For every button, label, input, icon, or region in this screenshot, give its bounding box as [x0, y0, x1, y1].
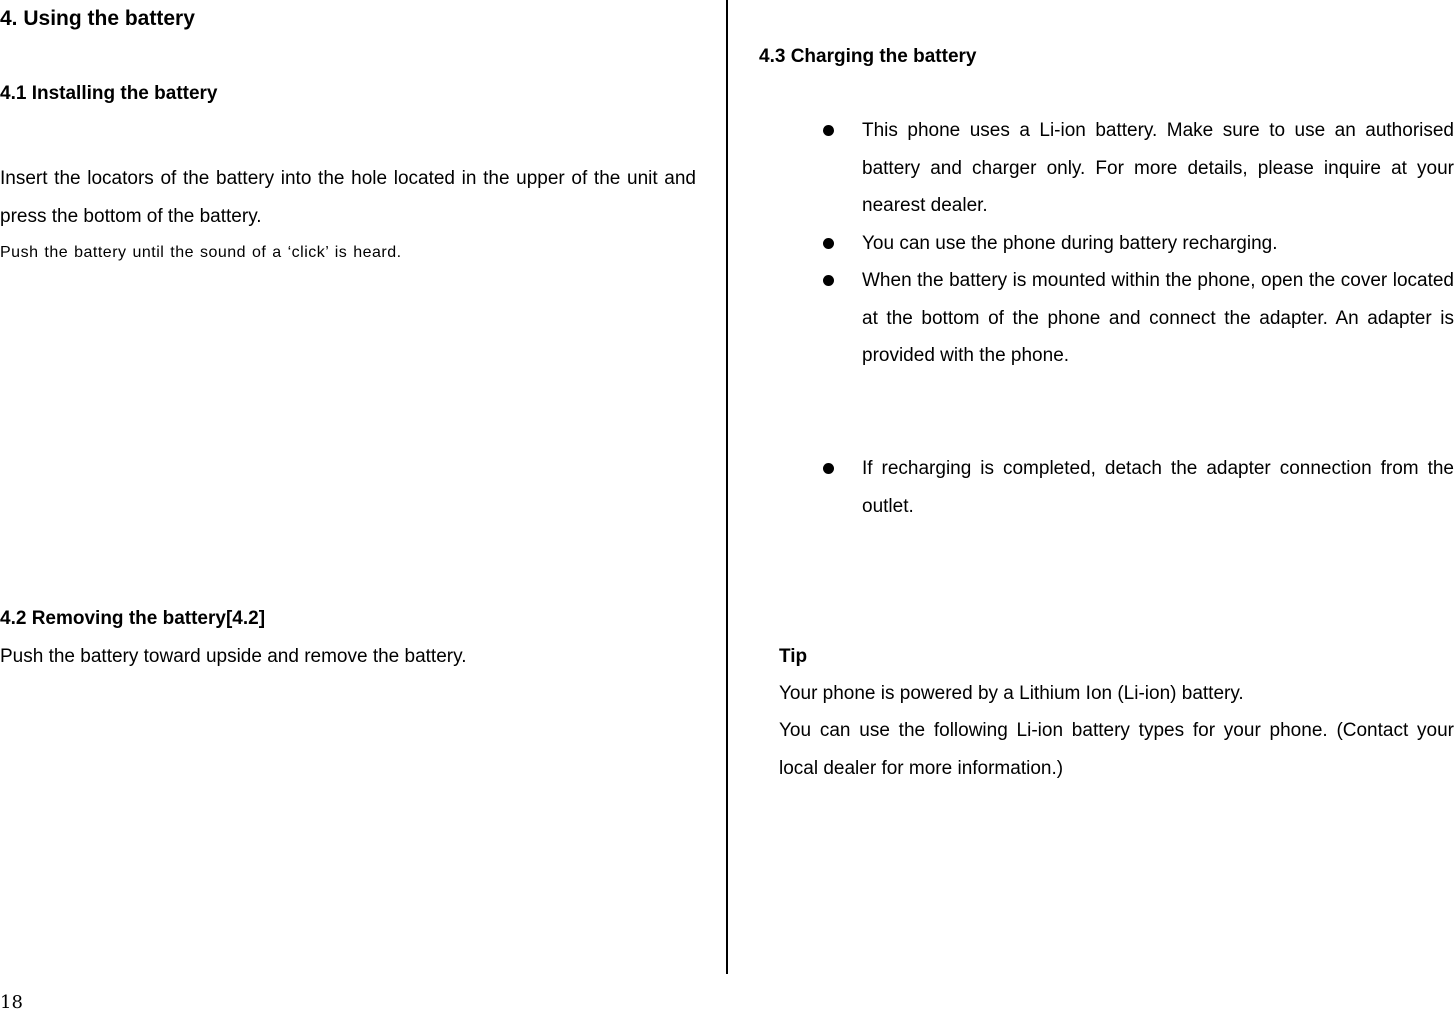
list-item [820, 112, 1454, 225]
list-item-text: If recharging is completed, detach the adapter connection from the outlet. [862, 458, 1454, 517]
column-divider [726, 0, 728, 974]
removing-paragraph: Push the battery toward upside and remove the battery. [0, 646, 467, 667]
list-item-text: When the battery is mounted within the phone, open the cover located at the bottom of the phone and connect the adapter. An adapter is provided with the phone. [862, 270, 1454, 366]
list-item-text: You can use the phone during battery recharging. [862, 232, 1278, 254]
list-item [820, 450, 1454, 525]
list-item [820, 262, 1454, 375]
tip-title: Tip [779, 646, 808, 667]
bullet-icon [823, 275, 834, 286]
list-item-text: This phone uses a Li-ion battery. Make sure to use an authorised battery and charger only. For more details, please inquire at your nearest dealer. [862, 120, 1454, 216]
tip-line-1: Your phone is powered by a Lithium Ion (Li-ion) battery. [779, 683, 1244, 704]
charging-heading: 4.3 Charging the battery [759, 46, 977, 67]
charging-bullet-list-2 [820, 450, 1454, 525]
page-number: 18 [0, 992, 23, 1013]
bullet-icon [823, 463, 834, 474]
installing-paragraph: Insert the locators of the battery into the hole located in the upper of the unit and press the bottom of the battery. [0, 168, 696, 227]
bullet-icon [823, 125, 834, 136]
removing-heading: 4.2 Removing the battery[4.2] [0, 608, 266, 629]
installing-note: Push the battery until the sound of a ‘click’ is heard. [0, 244, 402, 261]
bullet-icon [823, 238, 834, 249]
section-title: 4. Using the battery [0, 7, 195, 30]
list-item [820, 225, 1454, 263]
tip-line-2: You can use the following Li-ion battery types for your phone. (Contact your local dealer for more information.) [779, 720, 1454, 779]
charging-bullet-list [820, 112, 1454, 375]
installing-heading: 4.1 Installing the battery [0, 83, 218, 104]
